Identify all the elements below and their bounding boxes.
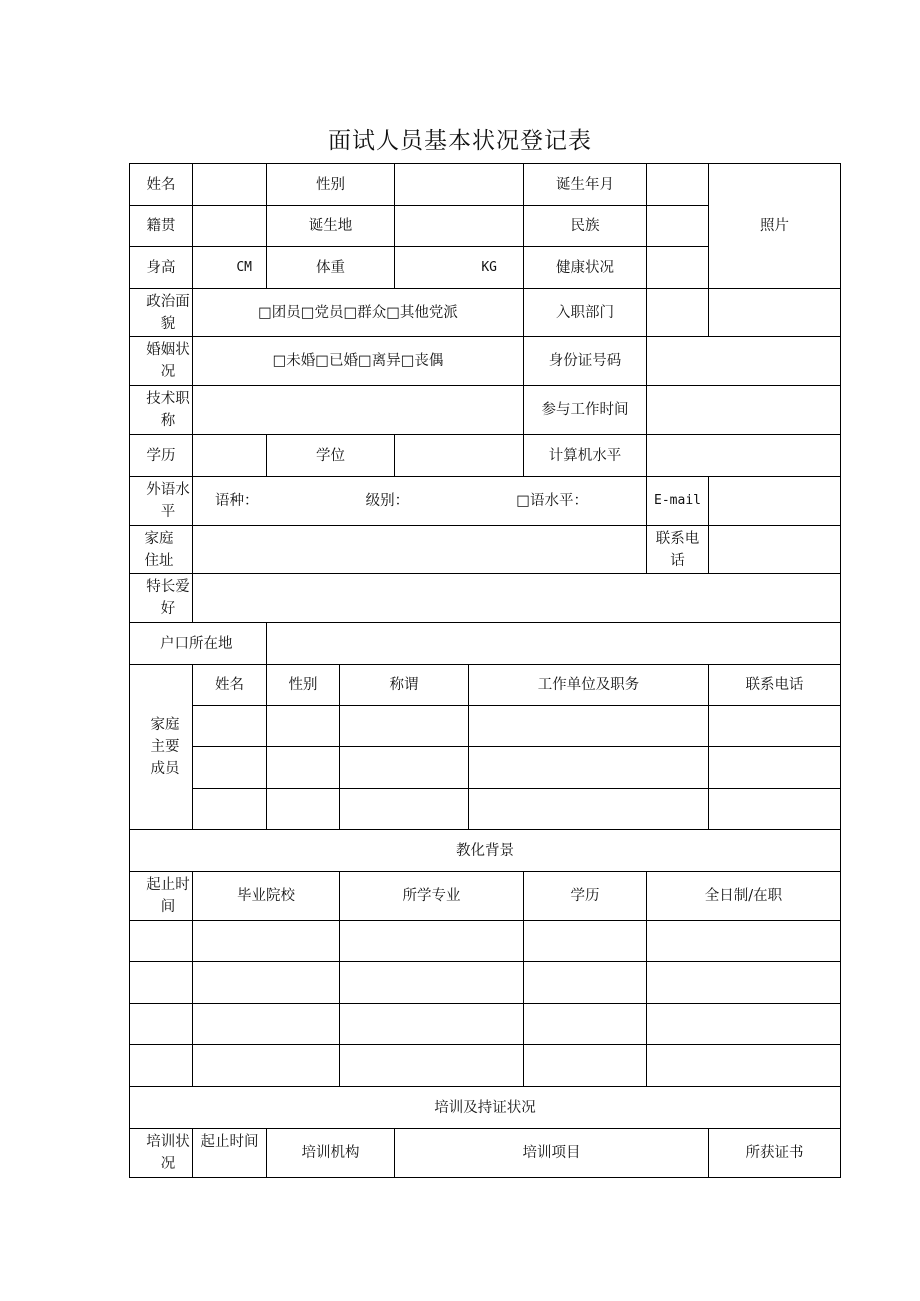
training-header-period: 起止时间: [193, 1129, 267, 1178]
family-label: 家庭主要成员: [130, 665, 193, 830]
birth-date-label: 诞生年月: [524, 164, 647, 206]
page-title: 面试人员基本状况登记表: [328, 128, 592, 154]
edu-cell[interactable]: [524, 962, 647, 1004]
edu-cell[interactable]: [130, 921, 193, 962]
family-header-gender: 性别: [267, 665, 340, 706]
entry-dept-field[interactable]: [647, 289, 709, 337]
family-cell[interactable]: [709, 789, 841, 830]
family-cell[interactable]: [709, 747, 841, 789]
birth-date-field[interactable]: [647, 164, 709, 206]
edu-cell[interactable]: [130, 962, 193, 1004]
title-field[interactable]: [193, 386, 524, 435]
training-header-institution: 培训机构: [267, 1129, 395, 1178]
id-number-field[interactable]: [647, 337, 841, 386]
family-cell[interactable]: [340, 706, 469, 747]
family-cell[interactable]: [340, 747, 469, 789]
native-place-label: 籍贯: [130, 206, 193, 247]
height-unit: CM: [236, 260, 252, 275]
family-cell[interactable]: [709, 706, 841, 747]
edu-cell[interactable]: [193, 962, 340, 1004]
marital-label: 婚姻状况: [130, 337, 193, 386]
computer-label: 计算机水平: [524, 435, 647, 477]
family-header-work: 工作单位及职务: [469, 665, 709, 706]
registration-form: [129, 163, 841, 1178]
weight-unit: KG: [481, 260, 497, 275]
table-row: [130, 1045, 841, 1087]
training-section-title: 培训及持证状况: [130, 1087, 841, 1129]
family-header-phone: 联系电话: [709, 665, 841, 706]
contact-phone-label: 联系电话: [647, 526, 709, 574]
name-field[interactable]: [193, 164, 267, 206]
email-field[interactable]: [709, 477, 841, 526]
edu-cell[interactable]: [647, 1045, 841, 1087]
political-label: 政治面貌: [130, 289, 193, 337]
training-header-project: 培训项目: [395, 1129, 709, 1178]
table-row: [130, 1004, 841, 1045]
family-cell[interactable]: [469, 747, 709, 789]
address-field[interactable]: [193, 526, 647, 574]
edu-cell[interactable]: [524, 1045, 647, 1087]
hobbies-field[interactable]: [193, 574, 841, 623]
family-cell[interactable]: [267, 747, 340, 789]
training-header-certificate: 所获证书: [709, 1129, 841, 1178]
edu-cell[interactable]: [340, 1004, 524, 1045]
edu-cell[interactable]: [524, 921, 647, 962]
edu-cell[interactable]: [524, 1004, 647, 1045]
entry-dept-label: 入职部门: [524, 289, 647, 337]
height-field[interactable]: [193, 247, 267, 289]
table-row: [130, 962, 841, 1004]
family-cell[interactable]: [267, 789, 340, 830]
health-field[interactable]: [647, 247, 709, 289]
edu-cell[interactable]: [647, 921, 841, 962]
weight-field[interactable]: [395, 247, 524, 289]
birthplace-field[interactable]: [395, 206, 524, 247]
family-cell[interactable]: [193, 706, 267, 747]
family-cell[interactable]: [469, 706, 709, 747]
family-header-relation: 称谓: [340, 665, 469, 706]
edu-header-education: 学历: [524, 872, 647, 921]
gender-label: 性别: [267, 164, 395, 206]
family-cell[interactable]: [193, 747, 267, 789]
marital-options[interactable]: □未婚□已婚□离异□丧偶: [193, 337, 524, 386]
gender-field[interactable]: [395, 164, 524, 206]
family-cell[interactable]: [193, 789, 267, 830]
family-header-name: 姓名: [193, 665, 267, 706]
language-level: 级别：: [365, 493, 410, 509]
edu-cell[interactable]: [647, 1004, 841, 1045]
education-label: 学历: [130, 435, 193, 477]
title-label: 技术职称: [130, 386, 193, 435]
edu-section-title: 教化背景: [130, 830, 841, 872]
language-label: 外语水平: [130, 477, 193, 526]
degree-field[interactable]: [395, 435, 524, 477]
entry-dept-extra[interactable]: [709, 289, 841, 337]
edu-cell[interactable]: [340, 921, 524, 962]
table-row: [130, 789, 841, 830]
health-label: 健康状况: [524, 247, 647, 289]
edu-cell[interactable]: [340, 1045, 524, 1087]
edu-header-major: 所学专业: [340, 872, 524, 921]
oral-level: □语水平：: [516, 493, 588, 509]
contact-phone-field[interactable]: [709, 526, 841, 574]
photo-box[interactable]: 照片: [709, 164, 841, 289]
family-cell[interactable]: [340, 789, 469, 830]
edu-cell[interactable]: [193, 1004, 340, 1045]
edu-cell[interactable]: [647, 962, 841, 1004]
language-field[interactable]: [193, 477, 647, 526]
edu-header-mode: 全日制/在职: [647, 872, 841, 921]
computer-field[interactable]: [647, 435, 841, 477]
language-type: 语种：: [215, 493, 259, 509]
family-cell[interactable]: [267, 706, 340, 747]
edu-cell[interactable]: [130, 1004, 193, 1045]
address-label: 家庭住址: [130, 526, 193, 574]
edu-header-school: 毕业院校: [193, 872, 340, 921]
training-label: 培训状况: [130, 1129, 193, 1178]
edu-header-period: 起止时间: [130, 872, 193, 921]
education-field[interactable]: [193, 435, 267, 477]
table-row: [130, 706, 841, 747]
political-options[interactable]: □团员□党员□群众□其他党派: [193, 289, 524, 337]
weight-label: 体重: [267, 247, 395, 289]
table-row: [130, 747, 841, 789]
ethnicity-label: 民族: [524, 206, 647, 247]
family-cell[interactable]: [469, 789, 709, 830]
id-number-label: 身份证号码: [524, 337, 647, 386]
degree-label: 学位: [267, 435, 395, 477]
edu-cell[interactable]: [130, 1045, 193, 1087]
name-label: 姓名: [130, 164, 193, 206]
native-place-field[interactable]: [193, 206, 267, 247]
work-start-field[interactable]: [647, 386, 841, 435]
edu-cell[interactable]: [340, 962, 524, 1004]
work-start-label: 参与工作时间: [524, 386, 647, 435]
edu-cell[interactable]: [193, 921, 340, 962]
birthplace-label: 诞生地: [267, 206, 395, 247]
hobbies-label: 特长爱好: [130, 574, 193, 623]
table-row: [130, 921, 841, 962]
ethnicity-field[interactable]: [647, 206, 709, 247]
hukou-field[interactable]: [267, 623, 841, 665]
height-label: 身高: [130, 247, 193, 289]
edu-cell[interactable]: [193, 1045, 340, 1087]
hukou-label: 户口所在地: [130, 623, 267, 665]
email-label: E-mail: [647, 477, 709, 526]
